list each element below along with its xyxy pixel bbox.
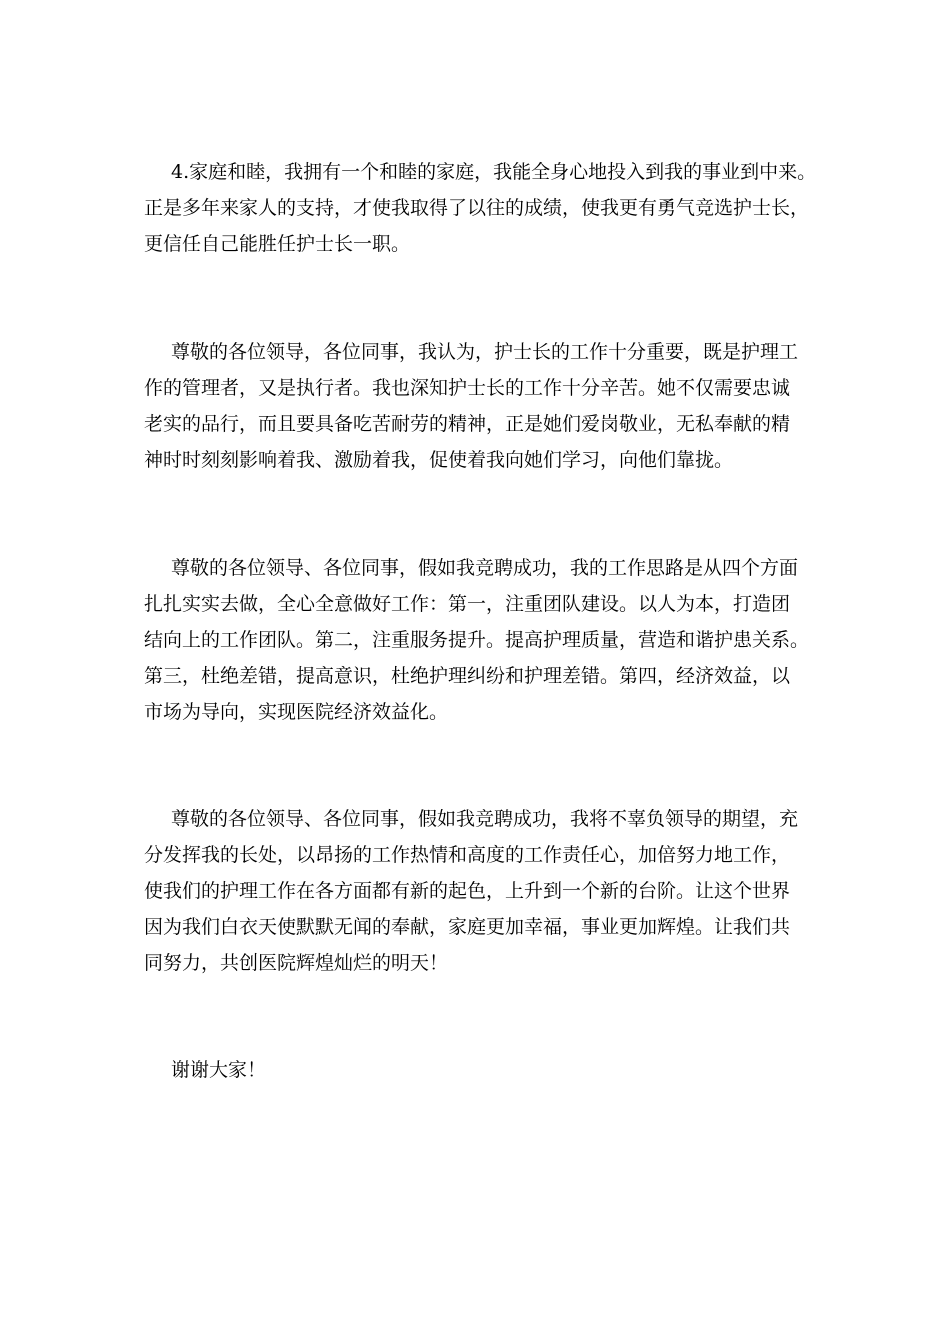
paragraph-commitment — [144, 801, 824, 981]
text-line: 尊敬的各位领导、各位同事，假如我竞聘成功，我的工作思路是从四个方面 — [171, 557, 799, 579]
text-line: 尊敬的各位领导，各位同事，我认为，护士长的工作十分重要，既是护理工 — [171, 341, 799, 363]
text-line: 第三，杜绝差错，提高意识，杜绝护理纠纷和护理差错。第四，经济效益，以 — [144, 665, 791, 687]
text-line: 市场为导向，实现医院经济效益化。 — [144, 701, 449, 723]
paragraph-work-plan — [144, 550, 824, 730]
text-line: 作的管理者，又是执行者。我也深知护士长的工作十分辛苦。她不仅需要忠诚 — [144, 377, 791, 399]
text-line: 4.家庭和睦，我拥有一个和睦的家庭，我能全身心地投入到我的事业到中来。 — [171, 161, 817, 183]
text-line: 使我们的护理工作在各方面都有新的起色，上升到一个新的台阶。让这个世界 — [144, 880, 791, 902]
paragraph-thanks — [144, 1052, 824, 1088]
text-line: 因为我们白衣天使默默无闻的奉献，家庭更加幸福，事业更加辉煌。让我们共 — [144, 916, 791, 938]
text-line: 谢谢大家！ — [171, 1059, 267, 1081]
text-line: 扎扎实实去做，全心全意做好工作：第一，注重团队建设。以人为本，打造团 — [144, 593, 791, 615]
text-line: 同努力，共创医院辉煌灿烂的明天！ — [144, 952, 449, 974]
text-line: 分发挥我的长处，以昂扬的工作热情和高度的工作责任心，加倍努力地工作， — [144, 844, 791, 866]
text-line: 正是多年来家人的支持，才使我取得了以往的成绩，使我更有勇气竞选护士长， — [144, 197, 810, 219]
text-line: 结向上的工作团队。第二，注重服务提升。提高护理质量，营造和谐护患关系。 — [144, 629, 810, 651]
text-line: 老实的品行，而且要具备吃苦耐劳的精神，正是她们爱岗敬业，无私奉献的精 — [144, 413, 791, 435]
text-line: 尊敬的各位领导、各位同事，假如我竞聘成功，我将不辜负领导的期望，充 — [171, 808, 799, 830]
text-line: 神时时刻刻影响着我、激励着我，促使着我向她们学习，向他们靠拢。 — [144, 449, 734, 471]
paragraph-family-harmony — [144, 154, 824, 262]
paragraph-head-nurse-role — [144, 334, 824, 478]
text-line: 更信任自己能胜任护士长一职。 — [144, 233, 411, 255]
